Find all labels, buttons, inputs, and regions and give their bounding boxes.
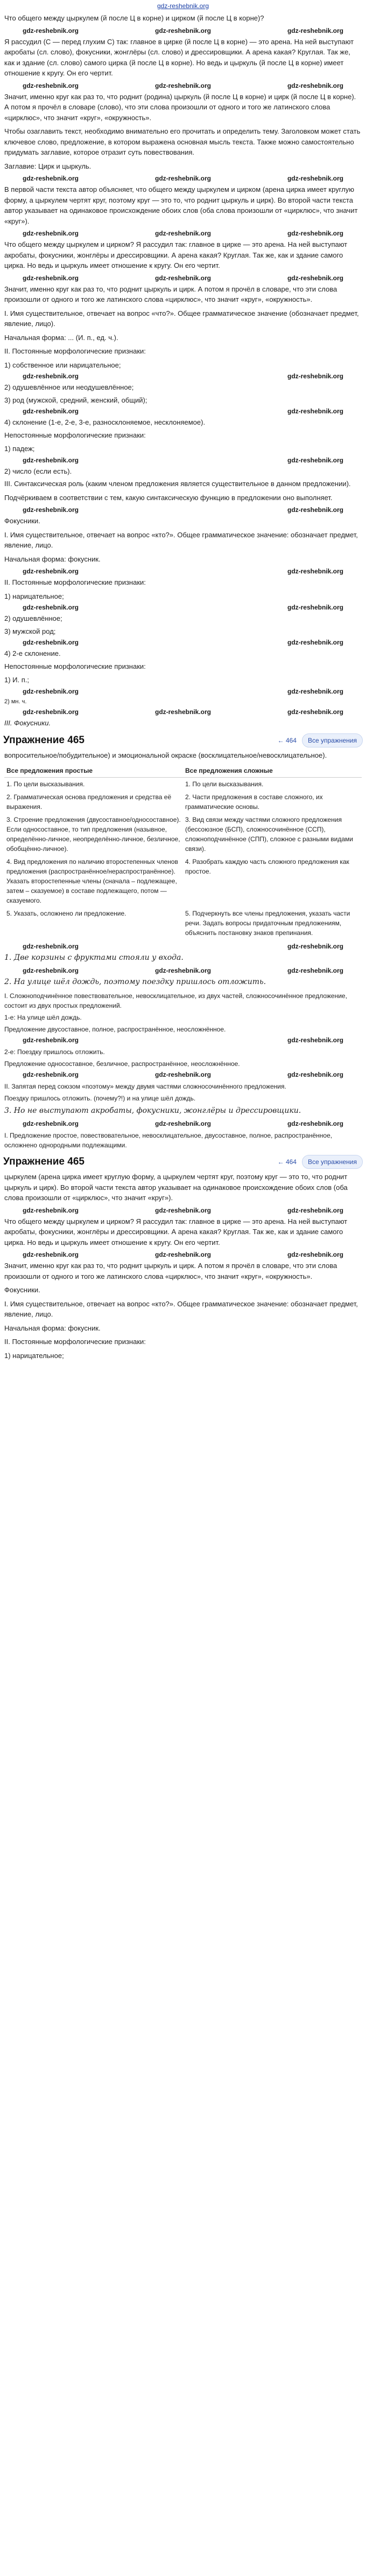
text-paragraph: В первой части текста автор объясняет, что общего между цыркулем и цирком (арена цирка имеет круглую форму, а цыркулем чертят круг, поэтому круг — это то, что роднит цыркуль и цирк). Во второй части текста автор указывает на одинаковое происхождение обоих слов (оба слова произошли от «цирклюс», что значит «круг»). [4,185,358,225]
watermark: gdz-reshebnik.org [154,175,211,182]
watermark: gdz-reshebnik.org [154,1206,211,1214]
answer-paragraph: Значит, именно круг как раз то, что роднит (родина) цыркуль (й после Ц в корне) и цирк (й после Ц в корне). А потом я прочёл в словаре (слово), что эти слова произошли от одного и того же латинского слова «цирклюс», что значит «круг», «окружность». [4,92,356,122]
constant-features-title: II. Постоянные морфологические признаки: [4,1338,146,1346]
constant-features-title: II. Постоянные морфологические признаки: [4,578,146,586]
watermark: gdz-reshebnik.org [23,506,79,514]
arrow-left-icon: ← [277,736,284,744]
analysis-text: Предложение двусоставное, полное, распространённое, неосложнённое. [4,1025,226,1033]
example-sentence: 3. Но не выступают акробаты, фокусники, жонглёры и дрессировщики. [4,1106,301,1115]
sentence-part: 1-е: На улице шёл дождь. [4,1013,82,1021]
exercise-nav [278,1155,363,1169]
table-row [4,907,362,939]
example-sentence: 2. На улице шёл дождь, поэтому поездку пришлось отложить. [4,977,266,986]
watermark: gdz-reshebnik.org [287,372,343,380]
analysis-text: I. Предложение простое, повествовательное, невосклицательное, двусоставное, полное, распространённое, осложнено однородными подлежащими. [4,1131,333,1149]
exercise-title: Упражнение 465 [3,1155,85,1167]
syntax-note: Подчёркиваем в соответствии с тем, какую синтаксическую функцию в предложении оно выполняет. [4,493,333,502]
watermark: gdz-reshebnik.org [287,1206,343,1214]
watermark: gdz-reshebnik.org [287,26,343,34]
table-cell: 5. Указать, осложнено ли предложение. [6,909,126,917]
watermark: gdz-reshebnik.org [287,230,343,237]
list-item: 1) собственное или нарицательное; [4,361,121,369]
watermark: gdz-reshebnik.org [23,81,79,89]
table-header: Все предложения простые [4,764,183,778]
watermark: gdz-reshebnik.org [23,708,79,716]
all-exercises-button[interactable]: Все упражнения [302,1155,363,1169]
title-label: Заглавие: Цирк и цыркуль. [4,162,92,170]
watermark: gdz-reshebnik.org [23,1036,79,1044]
constant-features-title: II. Постоянные морфологические признаки: [4,347,146,355]
watermark: gdz-reshebnik.org [23,274,79,282]
watermark: gdz-reshebnik.org [287,567,343,575]
table-cell: 3. Вид связи между частями сложного предложения (бессоюзное (БСП), сложносочинённое (ССП), сложноподчинённое (СПП), сложное с разными видами связи). [185,815,353,853]
list-item: 3) род (мужской, средний, женский, общий); [4,396,147,404]
table-cell: 1. По цели высказывания. [185,780,264,788]
exercise-465-content [3,750,363,1150]
watermark: gdz-reshebnik.org [154,966,211,974]
syntax-text: III. Фокусники. [4,719,51,727]
morph-text: I. Имя существительное, отвечает на вопрос «кто?». Общее грамматическое значение: обозначает предмет, явление, лицо. [4,1299,358,1318]
watermark: gdz-reshebnik.org [23,26,79,34]
table-header-row [4,764,362,778]
analysis-text: Поездку пришлось отложить. (почему?!) и на улице шёл дождь. [4,1094,196,1102]
watermark: gdz-reshebnik.org [287,942,343,950]
example-word: Фокусники. [4,1286,40,1294]
arrow-left-icon: ← [277,1158,284,1166]
watermark: gdz-reshebnik.org [23,604,79,611]
watermark: gdz-reshebnik.org [23,942,79,950]
watermark: gdz-reshebnik.org [23,966,79,974]
list-item: 1) И. п.; [4,676,30,684]
watermark: gdz-reshebnik.org [23,1206,79,1214]
sentence-part: 2-е: Поездку пришлось отложить. [4,1048,105,1056]
list-item: 3) мужской род; [4,627,56,635]
exercise-title: Упражнение 465 [3,734,85,746]
initial-form: Начальная форма: фокусник. [4,1324,101,1332]
list-item: 1) нарицательное; [4,592,64,600]
list-item: 2) мн. ч. [4,698,27,705]
list-item: 1) падеж; [4,445,35,453]
watermark: gdz-reshebnik.org [154,1251,211,1258]
watermark: gdz-reshebnik.org [154,26,211,34]
exercise-header [3,1154,363,1170]
watermark: gdz-reshebnik.org [287,81,343,89]
list-item: 4) склонение (1-е, 2-е, 3-е, разносклоняемое, несклоняемое). [4,418,206,426]
table-row [4,777,362,791]
table-row [4,813,362,855]
text-paragraph: Значит, именно круг как раз то, что роднит цыркуль и цирк. А потом я прочёл в словаре, что эти слова произошли от одного и того же латинского слова «цирклюс», что значит «круг», «окружность». [4,285,337,303]
watermark: gdz-reshebnik.org [287,407,343,415]
prev-exercise-link[interactable]: ← 464 [277,736,297,744]
exercise-nav [278,733,363,747]
watermark: gdz-reshebnik.org [23,687,79,695]
analysis-text: Предложение односоставное, безличное, распространённое, неосложнённое. [4,1060,240,1068]
table-cell: 1. По цели высказывания. [6,780,85,788]
initial-form: Начальная форма: ... (И. п., ед. ч.). [4,333,118,342]
answer-paragraph: Я рассудил (С — перед глухим С) так: главное в цирке (й после Ц в корне) — это арена. На ней выступают акробаты (сл. слово), фокусники, жонглёры (сл. слово) и дрессировщики. А арена какая? Круглая. Так же, как и здание (сл. слово) самого цирка (й после Ц в корне). Но ведь и цыркуль (й после Ц в корне) имеет отношение к кругу. Он его чертит. [4,37,354,77]
watermark: gdz-reshebnik.org [23,175,79,182]
watermark: gdz-reshebnik.org [154,81,211,89]
list-item: 2) одушевлённое или неодушевлённое; [4,383,134,391]
morph-text: I. Имя существительное, отвечает на вопрос «кто?». Общее грамматическое значение: обозначает предмет, явление, лицо. [4,530,358,549]
watermark: gdz-reshebnik.org [23,230,79,237]
watermark: gdz-reshebnik.org [23,639,79,646]
watermark: gdz-reshebnik.org [287,1036,343,1044]
watermark: gdz-reshebnik.org [287,456,343,464]
watermark: gdz-reshebnik.org [287,1070,343,1078]
watermark: gdz-reshebnik.org [23,1119,79,1127]
analysis-text: II. Запятая перед союзом «поэтому» между двумя частями сложносочинённого предложения. [4,1082,286,1090]
table-row [4,855,362,907]
constant-features-list [4,360,362,428]
list-item: 2) одушевлённое; [4,614,62,622]
analysis-text: I. Сложноподчинённое повествовательное, невосклицательное, из двух частей, сложносочинённое предложение, состоит из двух простых предложений. [4,992,347,1009]
task-text: Чтобы озаглавить текст, необходимо внимательно его прочитать и определить тему. Заголовком может стать ключевое слово, предложение, в котором выражена основная мысль текста. Также можно самостоятельно придумать заглавие, которое отразит суть повествования. [4,127,361,156]
watermark: gdz-reshebnik.org [154,274,211,282]
variable-features-title: Непостоянные морфологические признаки: [4,431,146,439]
watermark: gdz-reshebnik.org [23,372,79,380]
variable-features-title: Непостоянные морфологические признаки: [4,662,146,670]
watermark: gdz-reshebnik.org [287,639,343,646]
watermark: gdz-reshebnik.org [287,175,343,182]
watermark: gdz-reshebnik.org [23,1251,79,1258]
initial-form: Начальная форма: фокусник. [4,555,101,563]
watermark: gdz-reshebnik.org [287,708,343,716]
table-cell: 4. Вид предложения по наличию второстепенных членов предложения (распространённое/нераспространённое). Указать второстепенные члены (сначала – подлежащее, затем – сказуемое) в составе подлежащего, потом — сказуемого. [6,857,178,904]
text-paragraph: Что общего между цыркулем и цирком? Я рассудил так: главное в цирке — это арена. На ней выступают акробаты, фокусники, жонглёры и дрессировщики. А арена какая? Круглая. Так же, как и здание самого цирка. Но ведь и цыркуль имеет отношение к кругу. Он его чертит. [4,1217,348,1247]
watermark: gdz-reshebnik.org [23,567,79,575]
table-cell: 3. Строение предложения (двусоставное/односоставное). Если односоставное, то тип предложения (назывное, определённо-личное, неопределённо-личное, безличное, обобщённо-личное). [6,815,181,853]
watermark: gdz-reshebnik.org [287,604,343,611]
text-paragraph: Что общего между цыркулем и цирком? Я рассудил так: главное в цирке — это арена. На ней выступают акробаты, фокусники, жонглёры и дрессировщики. А арена какая? Круглая. Так же, как и здание самого цирка. Но ведь и цыркуль имеет отношение к кругу. Он его чертит. [4,240,348,269]
exercise-464-content [3,13,363,729]
list-item: 4) 2-е склонение. [4,649,61,657]
intro-text: вопросительное/побудительное) и эмоциональной окраске (восклицательное/невосклицательное). [4,751,327,759]
table-cell: 4. Разобрать каждую часть сложного предложения как простое. [185,857,349,875]
table-header: Все предложения сложные [183,764,362,778]
example-word: Фокусники. [4,517,40,525]
watermark: gdz-reshebnik.org [154,1119,211,1127]
prev-exercise-link[interactable]: ← 464 [277,1158,297,1166]
comparison-table [4,764,362,939]
table-cell: 2. Грамматическая основа предложения и средства её выражения. [6,793,172,811]
watermark: gdz-reshebnik.org [154,708,211,716]
table-cell: 2. Части предложения в составе сложного, их грамматические основы. [185,793,323,811]
watermark: gdz-reshebnik.org [287,1251,343,1258]
syntax-text: III. Синтаксическая роль (каким членом предложения является существительное в данном предложении). [4,480,351,488]
list-item: 2) число (если есть). [4,467,72,475]
site-logo[interactable]: gdz-reshebnik.org [157,2,209,10]
watermark: gdz-reshebnik.org [287,506,343,514]
question-text: Что общего между цыркулем (й после Ц в корне) и цирком (й после Ц в корне)? [4,14,264,22]
watermark: gdz-reshebnik.org [154,230,211,237]
table-row [4,791,362,813]
table-cell: 5. Подчеркнуть все члены предложения, указать части речи. Задать вопросы придаточным предложениям, объяснить постановку знаков препинания. [185,909,350,937]
watermark: gdz-reshebnik.org [287,274,343,282]
watermark: gdz-reshebnik.org [23,1070,79,1078]
watermark: gdz-reshebnik.org [287,1119,343,1127]
exercise-465-repeat-content [3,1172,363,1361]
text-paragraph: Значит, именно круг как раз то, что роднит цыркуль и цирк. А потом я прочёл в словаре, что эти слова произошли от одного и того же латинского слова «цирклюс», что значит «круг», «окружность». [4,1262,337,1280]
morph-text: I. Имя существительное, отвечает на вопрос «что?». Общее грамматическое значение (обозначает предмет, явление, лицо). [4,309,359,328]
watermark: gdz-reshebnik.org [287,687,343,695]
example-sentence: 1. Две корзины с фруктами стояли у входа. [4,953,184,962]
watermark: gdz-reshebnik.org [23,456,79,464]
exercise-header [3,733,363,749]
all-exercises-button[interactable]: Все упражнения [302,733,363,747]
text-paragraph: цыркулем (арена цирка имеет круглую форму, а цыркулем чертят круг, поэтому круг — это то, что роднит цыркуль и цирк). Во второй части текста автор указывает на одинаковое происхождение обоих слов (оба слова произошли от «цирклюс», что значит «круг»). [4,1173,348,1202]
list-item: 1) нарицательное; [4,1351,64,1360]
watermark: gdz-reshebnik.org [287,966,343,974]
watermark: gdz-reshebnik.org [23,407,79,415]
watermark: gdz-reshebnik.org [154,1070,211,1078]
